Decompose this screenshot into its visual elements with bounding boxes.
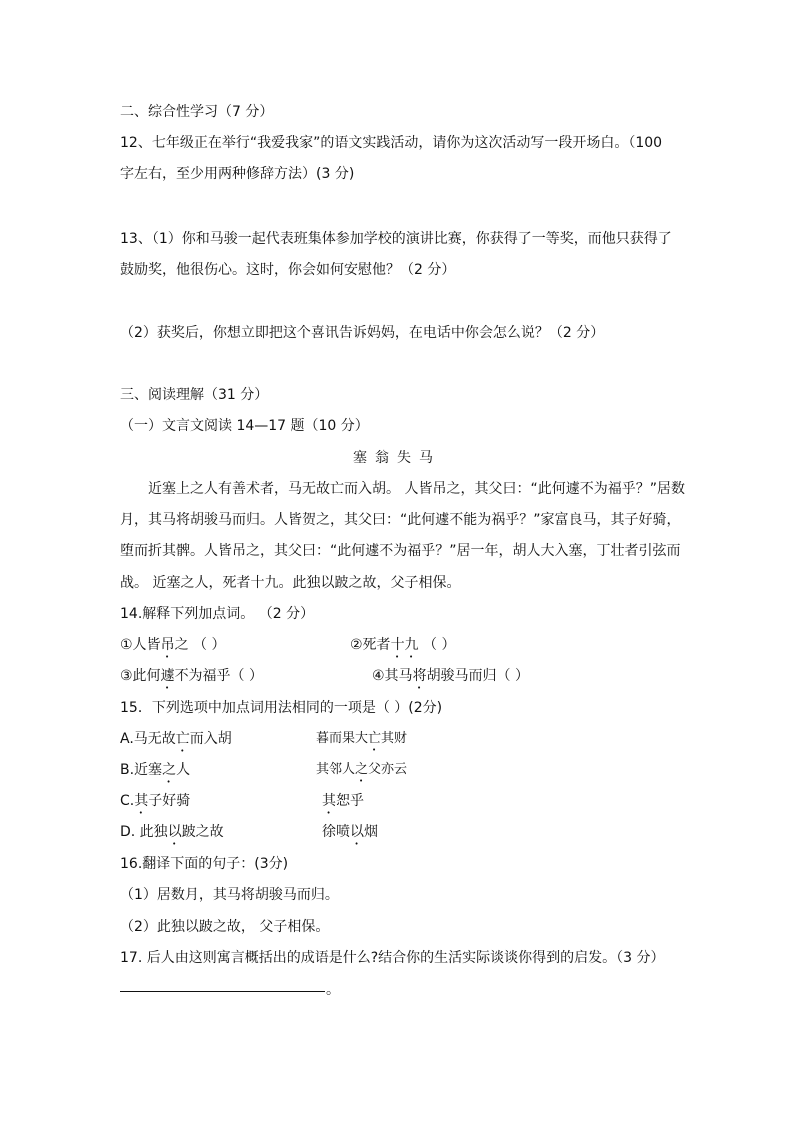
section-2-title: 二、综合性学习（7 分） — [120, 104, 274, 120]
q15-option-d-compare: 徐喷以烟 — [322, 824, 378, 840]
q12-line-2: 字左右，至少用两种修辞方法）(3 分) — [120, 166, 355, 182]
q15-option-b: B.近塞之人 — [120, 762, 191, 778]
q16-sentence-1: （1）居数月，其马将胡骏马而归。 — [120, 887, 339, 903]
q15-option-b-compare: 其邻人之父亦云 — [316, 762, 408, 777]
passage-line-1: 近塞上之人有善术者，马无故亡而入胡。 人皆吊之，其父曰：“此何遽不为福乎？”居数 — [148, 481, 685, 497]
q17-answer-line — [120, 991, 325, 992]
q16-sentence-2: （2）此独以跛之故， 父子相保。 — [120, 919, 330, 935]
q15-option-a: A.马无故亡而入胡 — [120, 731, 232, 747]
classical-reading-subtitle: （一）文言文阅读 14—17 题（10 分） — [120, 418, 369, 434]
q12-line-1: 12、七年级正在举行“我爱我家”的语文实践活动，请你为这次活动写一段开场白。（100 — [120, 135, 663, 151]
q13-part-2: （2）获奖后，你想立即把这个喜讯告诉妈妈，在电话中你会怎么说？（2 分） — [120, 325, 605, 341]
passage-line-4: 战。 近塞之人，死者十九。此独以跛之故，父子相保。 — [120, 575, 461, 591]
passage-line-3: 堕而折其髀。人皆吊之，其父曰：“此何遽不为福乎？”居一年，胡人大入塞，丁壮者引弦而 — [120, 543, 681, 559]
q16-title: 16.翻译下面的句子：(3分) — [120, 856, 289, 872]
q14-item-2: ②死者十九 （ ） — [350, 637, 456, 653]
q14-item-1: ①人皆吊之 （ ） — [120, 637, 226, 653]
q13-line-2: 鼓励奖，他很伤心。这时，你会如何安慰他？（2 分） — [120, 262, 456, 278]
q14-title: 14.解释下列加点词。 （2 分） — [120, 606, 315, 622]
section-3-title: 三、阅读理解（31 分） — [120, 387, 269, 403]
q13-line-1: 13、（1）你和马骏一起代表班集体参加学校的演讲比赛，你获得了一等奖，而他只获得了 — [120, 231, 672, 247]
q17-title: 17. 后人由这则寓言概括出的成语是什么?结合你的生活实际谈谈你得到的启发。（3 分） — [120, 950, 665, 966]
q14-item-3: ③此何遽不为福乎（ ） — [120, 668, 264, 684]
passage-line-2: 月，其马将胡骏马而归。人皆贺之，其父曰：“此何遽不能为祸乎？”家富良马，其子好骑， — [120, 512, 681, 528]
q15-option-d: D. 此独以跛之故 — [120, 824, 224, 840]
q14-item-4: ④其马将胡骏马而归（ ） — [372, 668, 530, 684]
passage-title: 塞翁失马 — [353, 450, 441, 466]
q17-answer-end: 。 — [326, 982, 340, 998]
q15-option-c-compare: 其恕乎 — [322, 793, 364, 809]
q15-option-a-compare: 暮而果大亡其财 — [316, 731, 408, 746]
q15-option-c: C.其子好骑 — [120, 793, 191, 809]
q15-title: 15．下列选项中加点词用法相同的一项是（ ）(2分) — [120, 700, 443, 716]
